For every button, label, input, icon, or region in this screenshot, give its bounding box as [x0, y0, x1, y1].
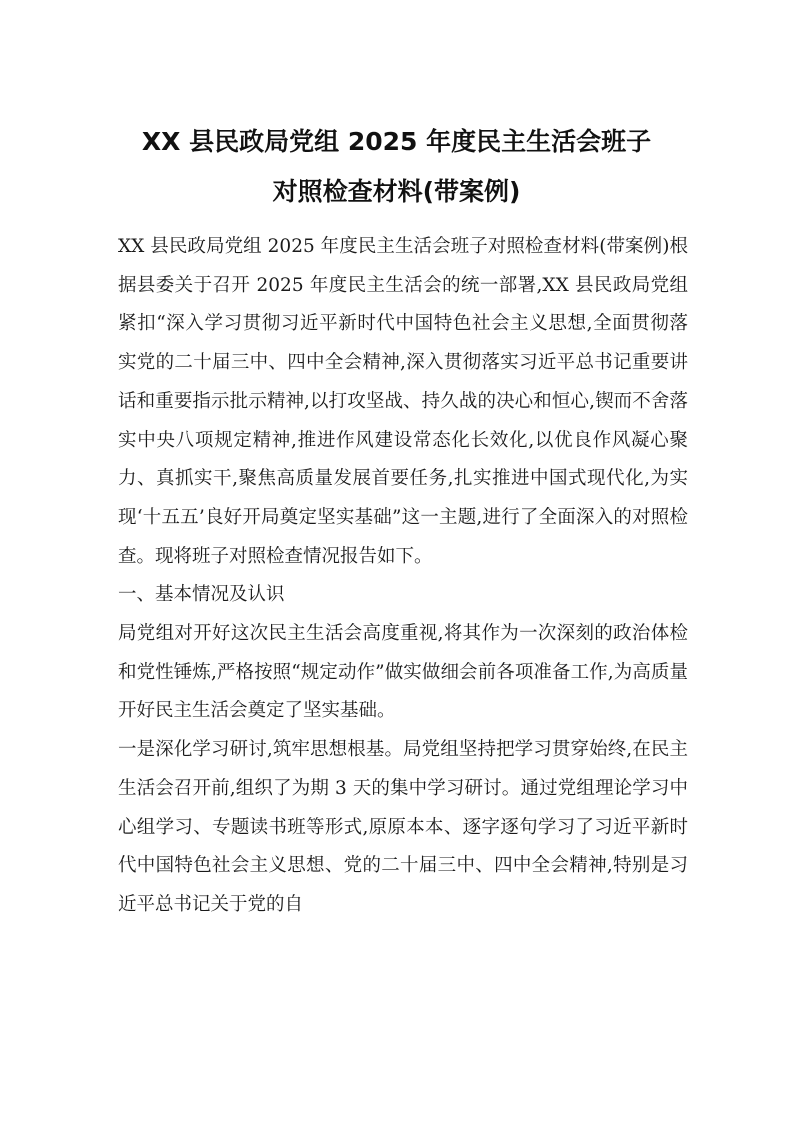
section-heading: 一、基本情况及认识 — [118, 584, 285, 606]
document-body — [118, 228, 688, 925]
section-paragraph: 局党组对开好这次民主生活会高度重视,将其作为一次深刻的政治体检和党性锤炼,严格按照“规定动作”做实做细会前各项准备工作,为高质量开好民主生活会奠定了坚实基础。 — [118, 623, 688, 722]
intro-paragraph: XX 县民政局党组 2025 年度民主生活会班子对照检查材料(带案例)根据县委关于召开 2025 年度民主生活会的统一部署,XX 县民政局党组紧扣“深入学习贯彻习近平新时代中国特色社会主义思想,全面贯彻落实党的二十届三中、四中全会精神,深入贯彻落实习近平总书记重要讲话和重要指示批示精神,以打攻坚战、持久战的决心和恒心,锲而不舍落实中央八项规定精神,推进作风建设常态化长效化,以优良作风凝心聚力、真抓实干,聚焦高质量发展首要任务,扎实推进中国式现代化,为实现‘十五五’良好开局奠定坚实基础”这一主题,进行了全面深入的对照检查。现将班子对照检查情况报告如下。 — [118, 236, 688, 567]
document-title-line-1: XX 县民政局党组 2025 年度民主生活会班子 — [141, 127, 652, 156]
document-title-line-2: 对照检查材料(带案例) — [272, 177, 521, 206]
point-one-paragraph: 一是深化学习研讨,筑牢思想根基。局党组坚持把学习贯穿始终,在民主生活会召开前,组织了为期 3 天的集中学习研讨。通过党组理论学习中心组学习、专题读书班等形式,原原本本、逐字逐句学习了习近平新时代中国特色社会主义思想、党的二十届三中、四中全会精神,特别是习近平总书记关于党的自 — [118, 739, 688, 915]
